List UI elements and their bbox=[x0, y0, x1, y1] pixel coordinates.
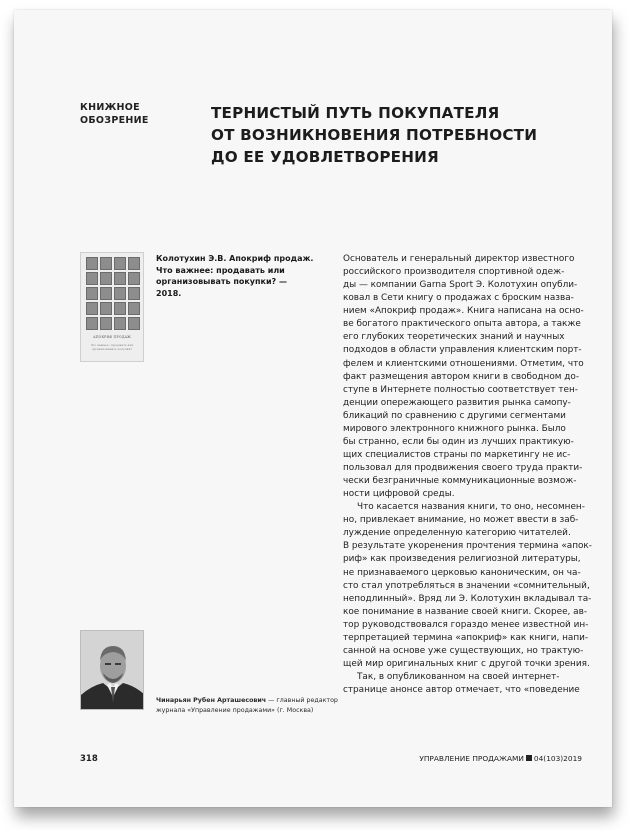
article-body bbox=[343, 253, 592, 697]
author-photo bbox=[80, 630, 144, 710]
article-title bbox=[211, 102, 537, 168]
body-line: Что касается названия книги, то оно, несомнен- bbox=[357, 502, 585, 513]
body-line: мирового электронного книжного рынка. Было bbox=[343, 423, 566, 434]
running-footer bbox=[419, 754, 582, 763]
body-line: Основатель и генеральный директор известного bbox=[343, 254, 575, 264]
body-line: санной на основе уже существующих, но трактую- bbox=[343, 645, 584, 656]
book-reference-line: Что важнее: продавать или bbox=[156, 265, 285, 275]
section-label-line: КНИЖНОЕ bbox=[80, 102, 140, 113]
body-line: ковал в Сети книгу о продажах с броским назва- bbox=[343, 293, 574, 304]
section-label bbox=[80, 101, 149, 127]
article-title-line: ОТ ВОЗНИКНОВЕНИЯ ПОТРЕБНОСТИ bbox=[211, 126, 538, 144]
body-line: щей мир оригинальных книг с другой точки зрения. bbox=[343, 658, 590, 669]
body-line: терпретацией термина «апокриф» как книги, напи- bbox=[343, 632, 589, 643]
body-line: российского производителя спортивной одеж- bbox=[343, 267, 565, 278]
book-reference-line: организовывать покупки? — bbox=[156, 277, 287, 286]
body-line: В результате укоренения прочтения термина «апок- bbox=[343, 541, 592, 552]
body-line: тор руководствовался гораздо менее известной ин- bbox=[343, 619, 589, 630]
article-title-line: ДО ЕЕ УДОВЛЕТВОРЕНИЯ bbox=[211, 148, 439, 166]
body-line: неподлинный». Вряд ли Э. Колотухин вкладывал та- bbox=[343, 593, 592, 604]
body-line: бы странно, если бы один из лучших практикую- bbox=[343, 436, 574, 447]
body-line: фелем и клиентскими отношениями. Отметим, что bbox=[343, 358, 584, 369]
body-line: факт размещения автором книги в свободном до- bbox=[343, 371, 580, 382]
issue-number: 04(103)2019 bbox=[533, 754, 582, 763]
square-bullet-icon bbox=[526, 755, 532, 761]
body-line: странице анонсе автор отмечает, что «поведение bbox=[343, 685, 580, 696]
cover-pattern bbox=[86, 257, 140, 330]
body-line: подходов в области управления клиентским порт- bbox=[343, 345, 582, 356]
book-reference-line: Колотухин Э.В. Апокриф продаж. bbox=[156, 254, 314, 263]
author-role: — главный редактор bbox=[266, 697, 338, 704]
body-line: но, привлекает внимание, но может ввести в заб- bbox=[343, 515, 579, 526]
cover-title-text: АПОКРИФ ПРОДАЖ bbox=[93, 335, 131, 339]
journal-name: УПРАВЛЕНИЕ ПРОДАЖАМИ bbox=[419, 754, 524, 763]
body-line: ве богатого практического опыта автора, а также bbox=[343, 319, 581, 330]
cover-subtitle-text: Что важнее: продавать или организовывать покупки? bbox=[90, 344, 134, 351]
page-number: 318 bbox=[80, 754, 98, 764]
section-label-line: ОБОЗРЕНИЕ bbox=[80, 115, 149, 126]
body-line: чески безграничные коммуникационные возмож- bbox=[343, 476, 577, 487]
body-line: бликаций по сравнению с другими сегментами bbox=[343, 410, 566, 421]
body-line: ды — компании Garna Sport Э. Колотухин опубли- bbox=[343, 280, 578, 291]
author-affiliation: журнала «Управление продажами» (г. Москва) bbox=[156, 706, 314, 714]
body-line: пользовал для продвижения своего труда практи- bbox=[343, 463, 583, 473]
body-line: луждение определенную категорию читателей. bbox=[343, 528, 571, 539]
body-line: кое понимание в название своей книги. Скорее, ав- bbox=[343, 606, 588, 617]
author-name: Чинарьян Рубен Арташесович bbox=[156, 697, 267, 704]
body-line: щих специалистов страны по маркетингу не ис- bbox=[343, 449, 571, 460]
body-line: денции опережающего развития рынка самопу- bbox=[343, 397, 571, 408]
author-caption bbox=[156, 696, 336, 715]
book-reference-line: 2018. bbox=[156, 288, 182, 298]
body-line: риф» как произведения религиозной литературы, bbox=[343, 554, 581, 565]
body-line: его глубоких теоретических знаний и научных bbox=[343, 332, 565, 343]
body-line: Так, в опубликованном на своей интернет- bbox=[357, 672, 560, 682]
article-title-line: ТЕРНИСТЫЙ ПУТЬ ПОКУПАТЕЛЯ bbox=[211, 104, 500, 122]
cover-title bbox=[85, 335, 139, 352]
book-reference bbox=[156, 253, 314, 299]
book-cover-image bbox=[80, 252, 144, 362]
body-line: ности цифровой среды. bbox=[343, 489, 455, 500]
body-line: ступе в Интернете полностью соответствует тен- bbox=[343, 384, 578, 395]
body-line: не признаваемого церковью каноническим, он ча- bbox=[343, 567, 581, 578]
body-line: нием «Апокриф продаж». Книга написана на осно- bbox=[343, 306, 584, 317]
magazine-page bbox=[14, 10, 612, 807]
author-portrait-icon bbox=[81, 631, 144, 710]
body-line: сто стал употребляться в значении «сомнительный, bbox=[343, 580, 590, 591]
